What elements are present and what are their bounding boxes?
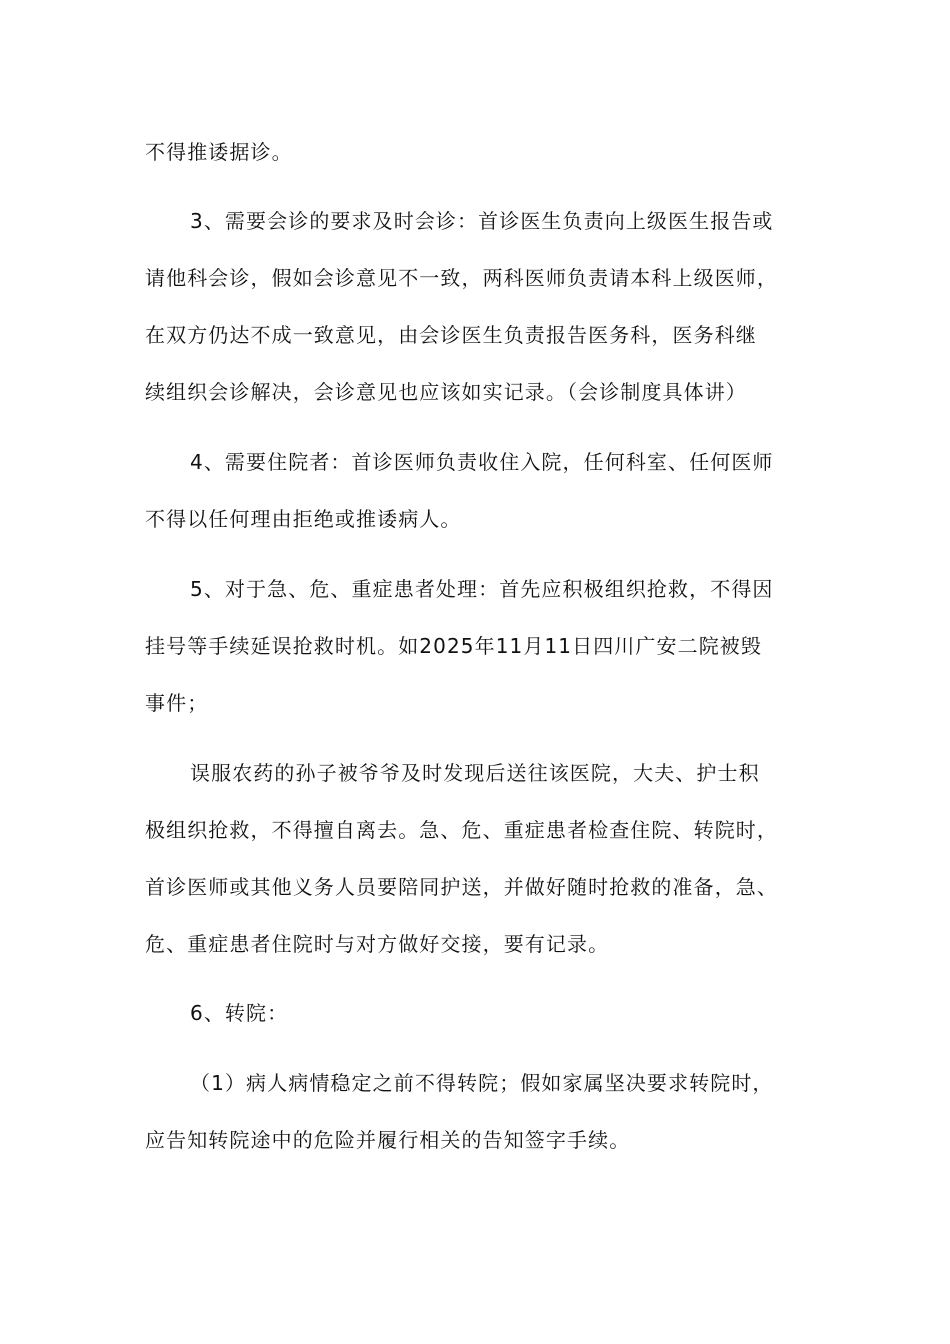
text-line: 首诊医师或其他义务人员要陪同护送，并做好随时抢救的准备，急、 [145,875,778,899]
text-line: 续组织会诊解决，会诊意见也应该如实记录。（会诊制度具体讲） [145,380,747,404]
text-line: （1）病人病情稳定之前不得转院；假如家属坚决要求转院时， [190,1071,774,1095]
text-line: 请他科会诊，假如会诊意见不一致，两科医师负责请本科上级医师， [145,266,778,290]
text-line: 4、需要住院者：首诊医师负责收住入院，任何科室、任何医师 [190,450,774,474]
text-line: 在双方仍达不成一致意见，由会诊医生负责报告医务科，医务科继 [145,323,757,347]
text-line: 应告知转院途中的危险并履行相关的告知签字手续。 [145,1128,631,1152]
text-line: 6、转院： [190,1001,289,1025]
text-line: 不得推诿据诊。 [145,140,293,164]
text-line: 极组织抢救，不得擅自离去。急、危、重症患者检查住院、转院时， [145,818,778,842]
text-line: 事件； [145,691,209,715]
text-line: 不得以任何理由拒绝或推诿病人。 [145,507,462,531]
text-line: 挂号等手续延误抢救时机。如2025年11月11日四川广安二院被毁 [145,634,762,658]
text-line: 5、对于急、危、重症患者处理：首先应积极组织抢救，不得因 [190,577,774,601]
text-line: 误服农药的孙子被爷爷及时发现后送往该医院，大夫、护士积 [190,761,760,785]
text-line: 危、重症患者住院时与对方做好交接，要有记录。 [145,932,610,956]
text-line: 3、需要会诊的要求及时会诊：首诊医生负责向上级医生报告或 [190,209,774,233]
